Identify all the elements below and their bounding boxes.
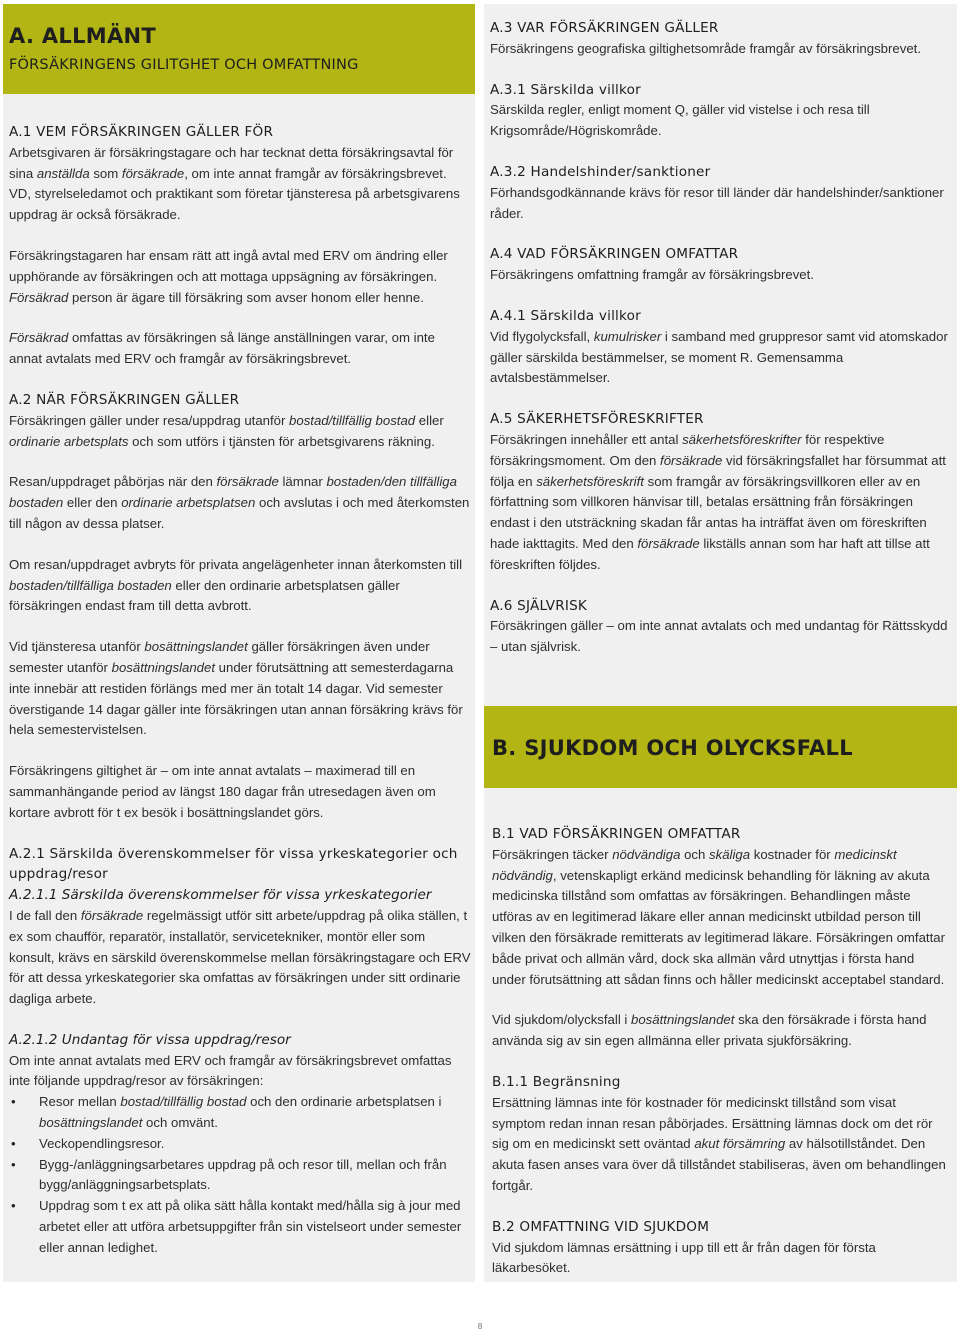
list-item: • Resor mellan bostad/tillfällig bostad och den ordinarie arbetsplatsen i bosättningslandet och omvänt. [39, 1092, 471, 1134]
heading-a3: A.3 VAR FÖRSÄKRINGEN GÄLLER [490, 20, 719, 36]
heading-a212: A.2.1.2 Undantag för vissa uppdrag/resor [9, 1031, 291, 1048]
list-item: • Uppdrag som t ex att på olika sätt hålla kontakt med/hålla sig à jour med arbetet eller att utföra arbetsuppgifter från sin vistelseort under semester eller annan ledighet. [39, 1196, 471, 1258]
a2-paragraph-5: Försäkringens giltighet är – om inte annat avtalats – maximerad till en sammanhängande period av längst 180 dagar från utresedagen även om kortare avbrott för t ex besök i bosättningslandet görs. [9, 763, 436, 820]
a32-paragraph: Förhandsgodkännande krävs för resor till länder där handelshinder/sanktioner råder. [490, 184, 944, 221]
heading-b1: B.1 VAD FÖRSÄKRINGEN OMFATTAR [492, 826, 741, 842]
heading-a211: A.2.1.1 Särskilda överenskommelser för vissa yrkeskategorier [9, 887, 432, 904]
section-b-banner [484, 706, 957, 788]
section-a-title: A. ALLMÄNT [9, 24, 156, 48]
a2-paragraph-1: Försäkringen gäller under resa/uppdrag utanför bostad/tillfällig bostad eller ordinarie arbetsplats och som utförs i tjänsten för arbetsgivarens räkning. [9, 412, 444, 449]
left-column [3, 4, 475, 1282]
section-a-subtitle: FÖRSÄKRINGENS GILITGHET OCH OMFATTNING [9, 57, 359, 73]
section-b-title: B. SJUKDOM OCH OLYCKSFALL [492, 736, 853, 760]
a1-paragraph-3: Försäkrad omfattas av försäkringen så länge anställningen varar, om inte annat avtalats med ERV och framgår av försäkringsbrevet. [9, 330, 435, 367]
exclusions-list [9, 1092, 471, 1258]
b1-paragraph-1: Försäkringen täcker nödvändiga och skäliga kostnader för medicinskt nödvändig, vetenskapligt erkänd medicinsk behandling för läkning av akuta medicinska tillstånd som omfattas av försäkringen. Behandlingen måste utföras av en legitimerad läkare eller annan medicinskt utbildad person till vilken den försäkrade remitterats av legitimerad läkare. Försäkringen omfattar både privat och allmän vård, dock ska allmän vård utnyttjas i första hand under förutsättning att sådan finns och håller medicinskt acceptabel standard. [492, 846, 945, 987]
a212-paragraph: Om inte annat avtalats med ERV och framgår av försäkringsbrevet omfattas inte följande uppdrag/resor av försäkringen: [9, 1052, 452, 1089]
heading-a31: A.3.1 Särskilda villkor [490, 81, 641, 98]
a2-paragraph-3: Om resan/uppdraget avbryts för privata angelägenheter innan återkomsten till bostaden/tillfälliga bostaden eller den ordinarie arbetsplatsen gäller försäkringen endast fram till detta avbrott. [9, 556, 463, 614]
a31-paragraph: Särskilda regler, enligt moment Q, gäller vid vistelse i och resa till Krigsområde/Högriskområde. [490, 102, 870, 139]
b11-paragraph: Ersättning lämnas inte för kostnader för medicinskt tillstånd som visat symptom redan innan resan påbörjades. Ersättning lämnas dock om det rör sig om en medicinskt sett oväntad akut försämring av hälsotillståndet. Den akuta fasen anses vara över då tillståndet stabiliseras, även om behandlingen fortgår. [492, 1094, 946, 1193]
heading-a1: A.1 VEM FÖRSÄKRINGEN GÄLLER FÖR [9, 124, 274, 140]
list-item: • Veckopendlingsresor. [39, 1134, 471, 1155]
heading-a4: A.4 VAD FÖRSÄKRINGEN OMFATTAR [490, 246, 739, 263]
a1-paragraph-1: Arbetsgivaren är försäkringstagare och har tecknat detta försäkringsavtal för sina anställda som försäkrade, om inte annat framgår av försäkringsbrevet. VD, styrelseledamot och praktikant som företar tjänsteresa på arbetsgivarens uppdrag är också försäkrade. [9, 144, 460, 223]
right-column [484, 4, 957, 1282]
right-bottom-body [492, 824, 951, 1279]
page-number: 8 [477, 1322, 483, 1331]
b1-paragraph-2: Vid sjukdom/olycksfall i bosättningslandet ska den försäkrade i första hand använda sig av sin egen allmänna eller privata sjukförsäkring. [492, 1012, 927, 1049]
a2-paragraph-4: Vid tjänsteresa utanför bosättningslandet gäller försäkringen även under semester utanför bosättningslandet under förutsättning att semesterdagarna inte innebär att restiden förlängs med mer än totalt 14 dagar. Vid semester överstigande 14 dagar gäller inte försäkringen utan annan försäkring krävs för hela semestervistelsen. [9, 639, 463, 738]
heading-a6: A.6 SJÄLVRISK [490, 597, 588, 614]
heading-a21: A.2.1 Särskilda överenskommelser för vissa yrkeskategorier och uppdrag/resor [9, 845, 458, 883]
right-top-body [490, 18, 951, 658]
a1-paragraph-2: Försäkringstagaren har ensam rätt att ingå avtal med ERV om ändring eller upphörande av försäkringen och att mottaga uppsägning av försäkringen. Försäkrad person är ägare till försäkring som avser honom eller henne. [9, 247, 448, 305]
a211-paragraph: I de fall den försäkrade regelmässigt utför sitt arbete/uppdrag på olika ställen, t ex som chaufför, reparatör, installatör, servicetekniker, montör eller som konsult, krävs en särskild överenskommelse mellan försäkringstagare och ERV för att dessa yrkeskategorier ska omfattas av försäkringen under sitt ordinarie dagliga arbete. [9, 907, 471, 1007]
heading-a41: A.4.1 Särskilda villkor [490, 307, 641, 324]
a6-paragraph: Försäkringen gäller – om inte annat avtalats och med undantag för Rättsskydd – utan självrisk. [490, 618, 948, 655]
a3-paragraph: Försäkringens geografiska giltighetsområde framgår av försäkringsbrevet. [490, 40, 921, 56]
list-item: • Bygg-/anläggningsarbetares uppdrag på och resor till, mellan och från bygg/anläggningsarbetsplats. [39, 1155, 471, 1197]
a2-paragraph-2: Resan/uppdraget påbörjas när den försäkrade lämnar bostaden/den tillfälliga bostaden eller den ordinarie arbetsplatsen och avslutas i och med återkomsten till någon av dessa platser. [9, 474, 470, 531]
section-a-banner [3, 4, 475, 94]
heading-b11: B.1.1 Begränsning [492, 1073, 621, 1090]
b2-paragraph: Vid sjukdom lämnas ersättning i upp till ett år från dagen för första läkarbesöket. [492, 1239, 876, 1276]
left-body [9, 122, 471, 1259]
heading-b2: B.2 OMFATTNING VID SJUKDOM [492, 1218, 710, 1235]
heading-a2: A.2 NÄR FÖRSÄKRINGEN GÄLLER [9, 391, 240, 408]
heading-a32: A.3.2 Handelshinder/sanktioner [490, 163, 711, 180]
a4-paragraph: Försäkringens omfattning framgår av försäkringsbrevet. [490, 267, 814, 283]
a5-paragraph: Försäkringen innehåller ett antal säkerhetsföreskrifter för respektive försäkringsmoment. Om den försäkrade vid försäkringsfallet har försummat att följa en säkerhetsföreskrift som framgår av försäkringsvillkoren eller av en författning som villkoren hänvisar till, betalas ersättning från försäkringen endast i den utsträckning skadan får antas ha inträffat även om föreskriften hade iakttagits. Med den försäkrade likställs annan som har haft att tillse att föreskriften följdes. [490, 431, 946, 572]
heading-a5: A.5 SÄKERHETSFÖRESKRIFTER [490, 411, 704, 428]
a41-paragraph: Vid flygolycksfall, kumulrisker i samband med gruppresor samt vid atomskador gäller särskilda bestämmelser, se moment R. Gemensamma avtalsbestämmelser. [490, 328, 948, 386]
